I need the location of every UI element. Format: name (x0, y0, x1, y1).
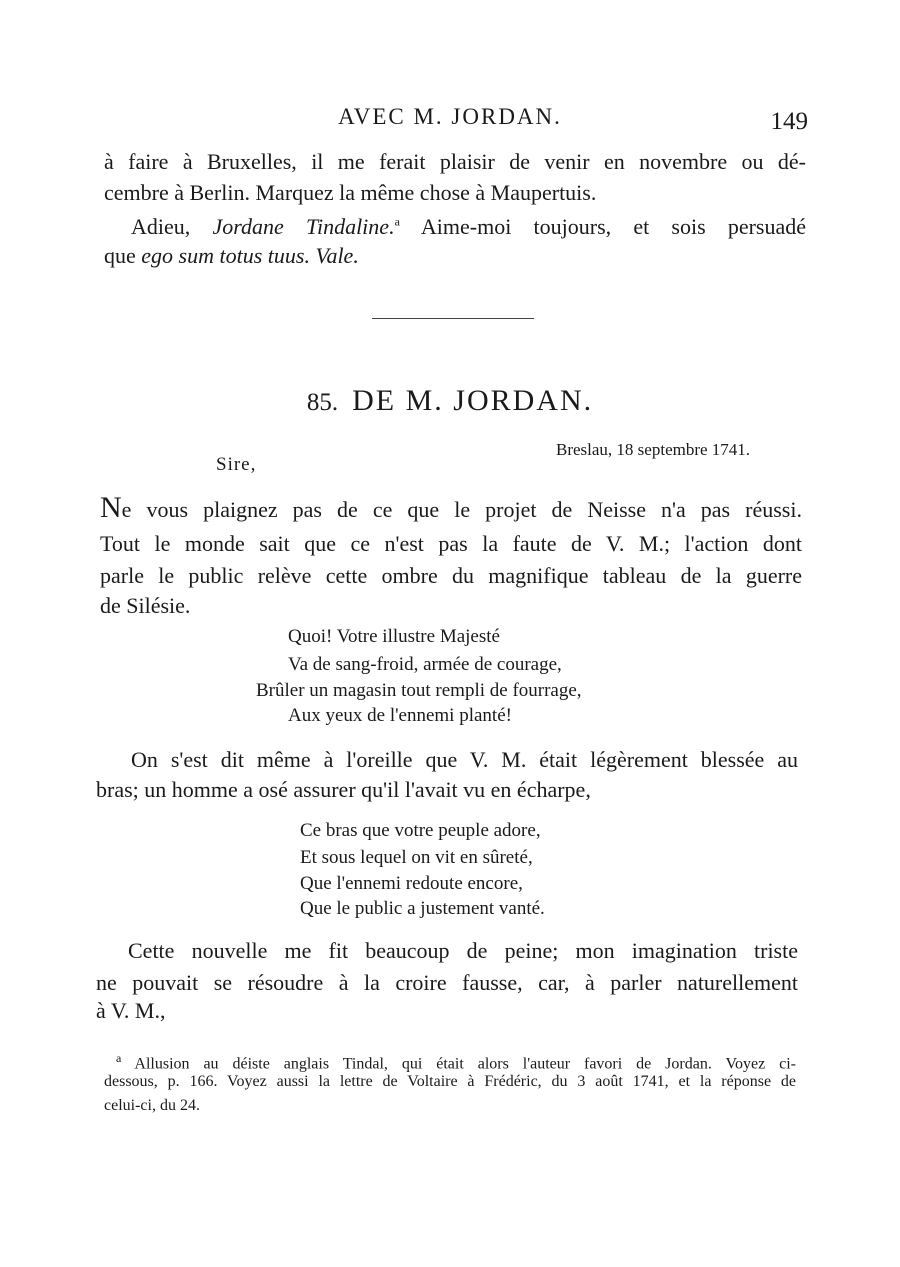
continuation-line-1: à faire à Bruxelles, il me ferait plaisir de venir en novembre ou dé- (104, 149, 806, 174)
footnote-line-3: celui-ci, du 24. (104, 1097, 200, 1114)
verse1-line-4: Aux yeux de l'ennemi planté! (288, 705, 512, 726)
para1-line-2: Tout le monde sait que ce n'est pas la faute de V. M.; l'action dont (100, 531, 802, 556)
running-head: AVEC M. JORDAN. (338, 104, 562, 129)
verse2-line-1: Ce bras que votre peuple adore, (300, 820, 541, 841)
closing-line (104, 240, 359, 271)
page-number: 149 (770, 108, 808, 135)
para1-line-1 (100, 492, 802, 525)
adieu-line (131, 211, 806, 242)
adieu-italic: Jordane Tindaline. (212, 214, 395, 239)
para1-line-3: parle le public relève cette ombre du magnifique tableau de la guerre (100, 563, 802, 588)
section-divider (372, 318, 534, 319)
footnote-mark: a (116, 1051, 122, 1065)
verse1-line-3: Brûler un magasin tout rempli de fourrage, (256, 680, 582, 701)
verse1-line-2: Va de sang-froid, armée de courage, (288, 654, 562, 675)
para3-line-3: à V. M., (96, 998, 166, 1023)
place-date: Breslau, 18 septembre 1741. (556, 440, 751, 459)
verse2-line-4: Que le public a justement vanté. (300, 898, 545, 919)
letter-title: DE M. JORDAN. (352, 384, 594, 417)
para1-line-4: de Silésie. (100, 593, 191, 618)
para1-line-1-text: e vous plaignez pas de ce que le projet de Neisse n'a pas réussi. (121, 497, 802, 522)
closing-prefix: que (104, 243, 142, 268)
footnote-line-2: dessous, p. 166. Voyez aussi la lettre de Voltaire à Frédéric, du 3 août 1741, et la réponse de (104, 1073, 796, 1090)
para2-line-2: bras; un homme a osé assurer qu'il l'avait vu en écharpe, (96, 777, 591, 802)
footnote-reference: a (394, 214, 400, 229)
continuation-line-2: cembre à Berlin. Marquez la même chose à Maupertuis. (104, 180, 597, 205)
drop-cap: N (100, 491, 122, 524)
footnote-line-1-text: Allusion au déiste anglais Tindal, qui était alors l'auteur favori de Jordan. Voyez ci- (134, 1055, 796, 1073)
footnote-line-1 (116, 1048, 796, 1074)
para3-line-1: Cette nouvelle me fit beaucoup de peine; mon imagination triste (128, 938, 798, 963)
salutation: Sire, (216, 454, 257, 475)
closing-italic: ego sum totus tuus. Vale. (141, 243, 359, 268)
verse2-line-2: Et sous lequel on vit en sûreté, (300, 847, 533, 868)
adieu-suffix: Aime-moi toujours, et sois persuadé (399, 214, 807, 239)
adieu-prefix: Adieu, (131, 214, 213, 239)
para2-line-1: On s'est dit même à l'oreille que V. M. était légèrement blessée au (131, 747, 798, 772)
verse2-line-3: Que l'ennemi redoute encore, (300, 873, 523, 894)
verse1-line-1: Quoi! Votre illustre Majesté (288, 626, 500, 647)
letter-number: 85. (306, 389, 339, 416)
letter-heading (0, 384, 900, 418)
para3-line-2: ne pouvait se résoudre à la croire fausse, car, à parler naturellement (96, 970, 798, 995)
